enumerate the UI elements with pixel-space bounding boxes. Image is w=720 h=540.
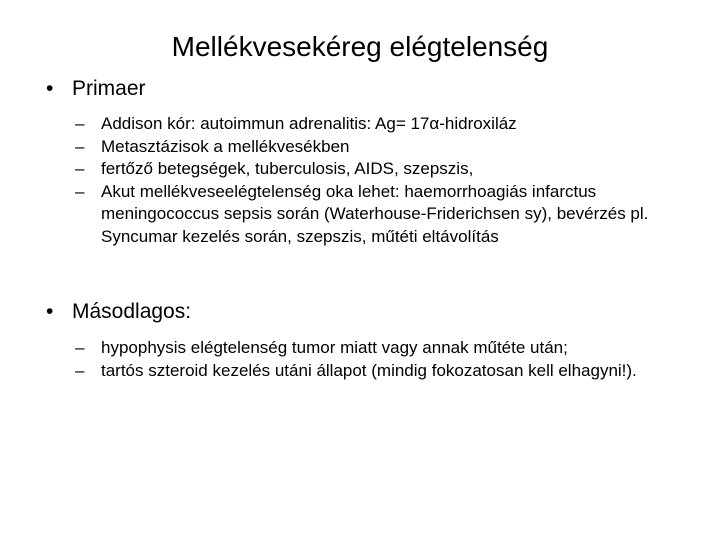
slide-title: Mellékvesekéreg elégtelenség <box>171 31 549 62</box>
section-heading-text: Primaer <box>72 77 146 100</box>
sub-list <box>46 337 686 382</box>
section-heading <box>46 75 686 103</box>
list-item <box>46 158 686 181</box>
list-item <box>46 337 686 360</box>
list-item-text: Metasztázisok a mellékvesékben <box>101 136 350 156</box>
list-item-text: Akut mellékveseelégtelenség oka lehet: haemorrhoagiás infarctus meningococcus sepsis során (Waterhouse-Friderichsen sy), bevérzés pl. Syncumar kezelés során, szepszis, műtéti eltávolítás <box>101 181 649 246</box>
dash-icon: – <box>75 136 85 156</box>
list-item-text: tartós szteroid kezelés utáni állapot (mindig fokozatosan kell elhagyni!). <box>101 360 637 380</box>
dash-icon: – <box>75 360 85 380</box>
list-item <box>46 181 686 249</box>
dash-icon: – <box>75 159 85 178</box>
list-item <box>46 136 686 159</box>
section-heading <box>46 298 686 326</box>
section-heading-text: Másodlagos: <box>72 300 192 323</box>
bullet-icon: • <box>46 77 54 100</box>
sub-list <box>46 113 686 248</box>
list-item <box>46 360 686 383</box>
list-item-text: hypophysis elégtelenség tumor miatt vagy annak műtéte után; <box>101 338 568 357</box>
section-primaer <box>46 75 686 248</box>
dash-icon: – <box>75 181 85 201</box>
list-item <box>46 113 686 136</box>
list-item-text: Addison kór: autoimmun adrenalitis: Ag= 17α-hidroxiláz <box>101 114 517 133</box>
bullet-icon: • <box>46 300 54 323</box>
dash-icon: – <box>75 338 85 357</box>
dash-icon: – <box>75 114 85 133</box>
list-item-text: fertőző betegségek, tuberculosis, AIDS, szepszis, <box>101 159 474 178</box>
section-masodlagos <box>46 298 686 382</box>
